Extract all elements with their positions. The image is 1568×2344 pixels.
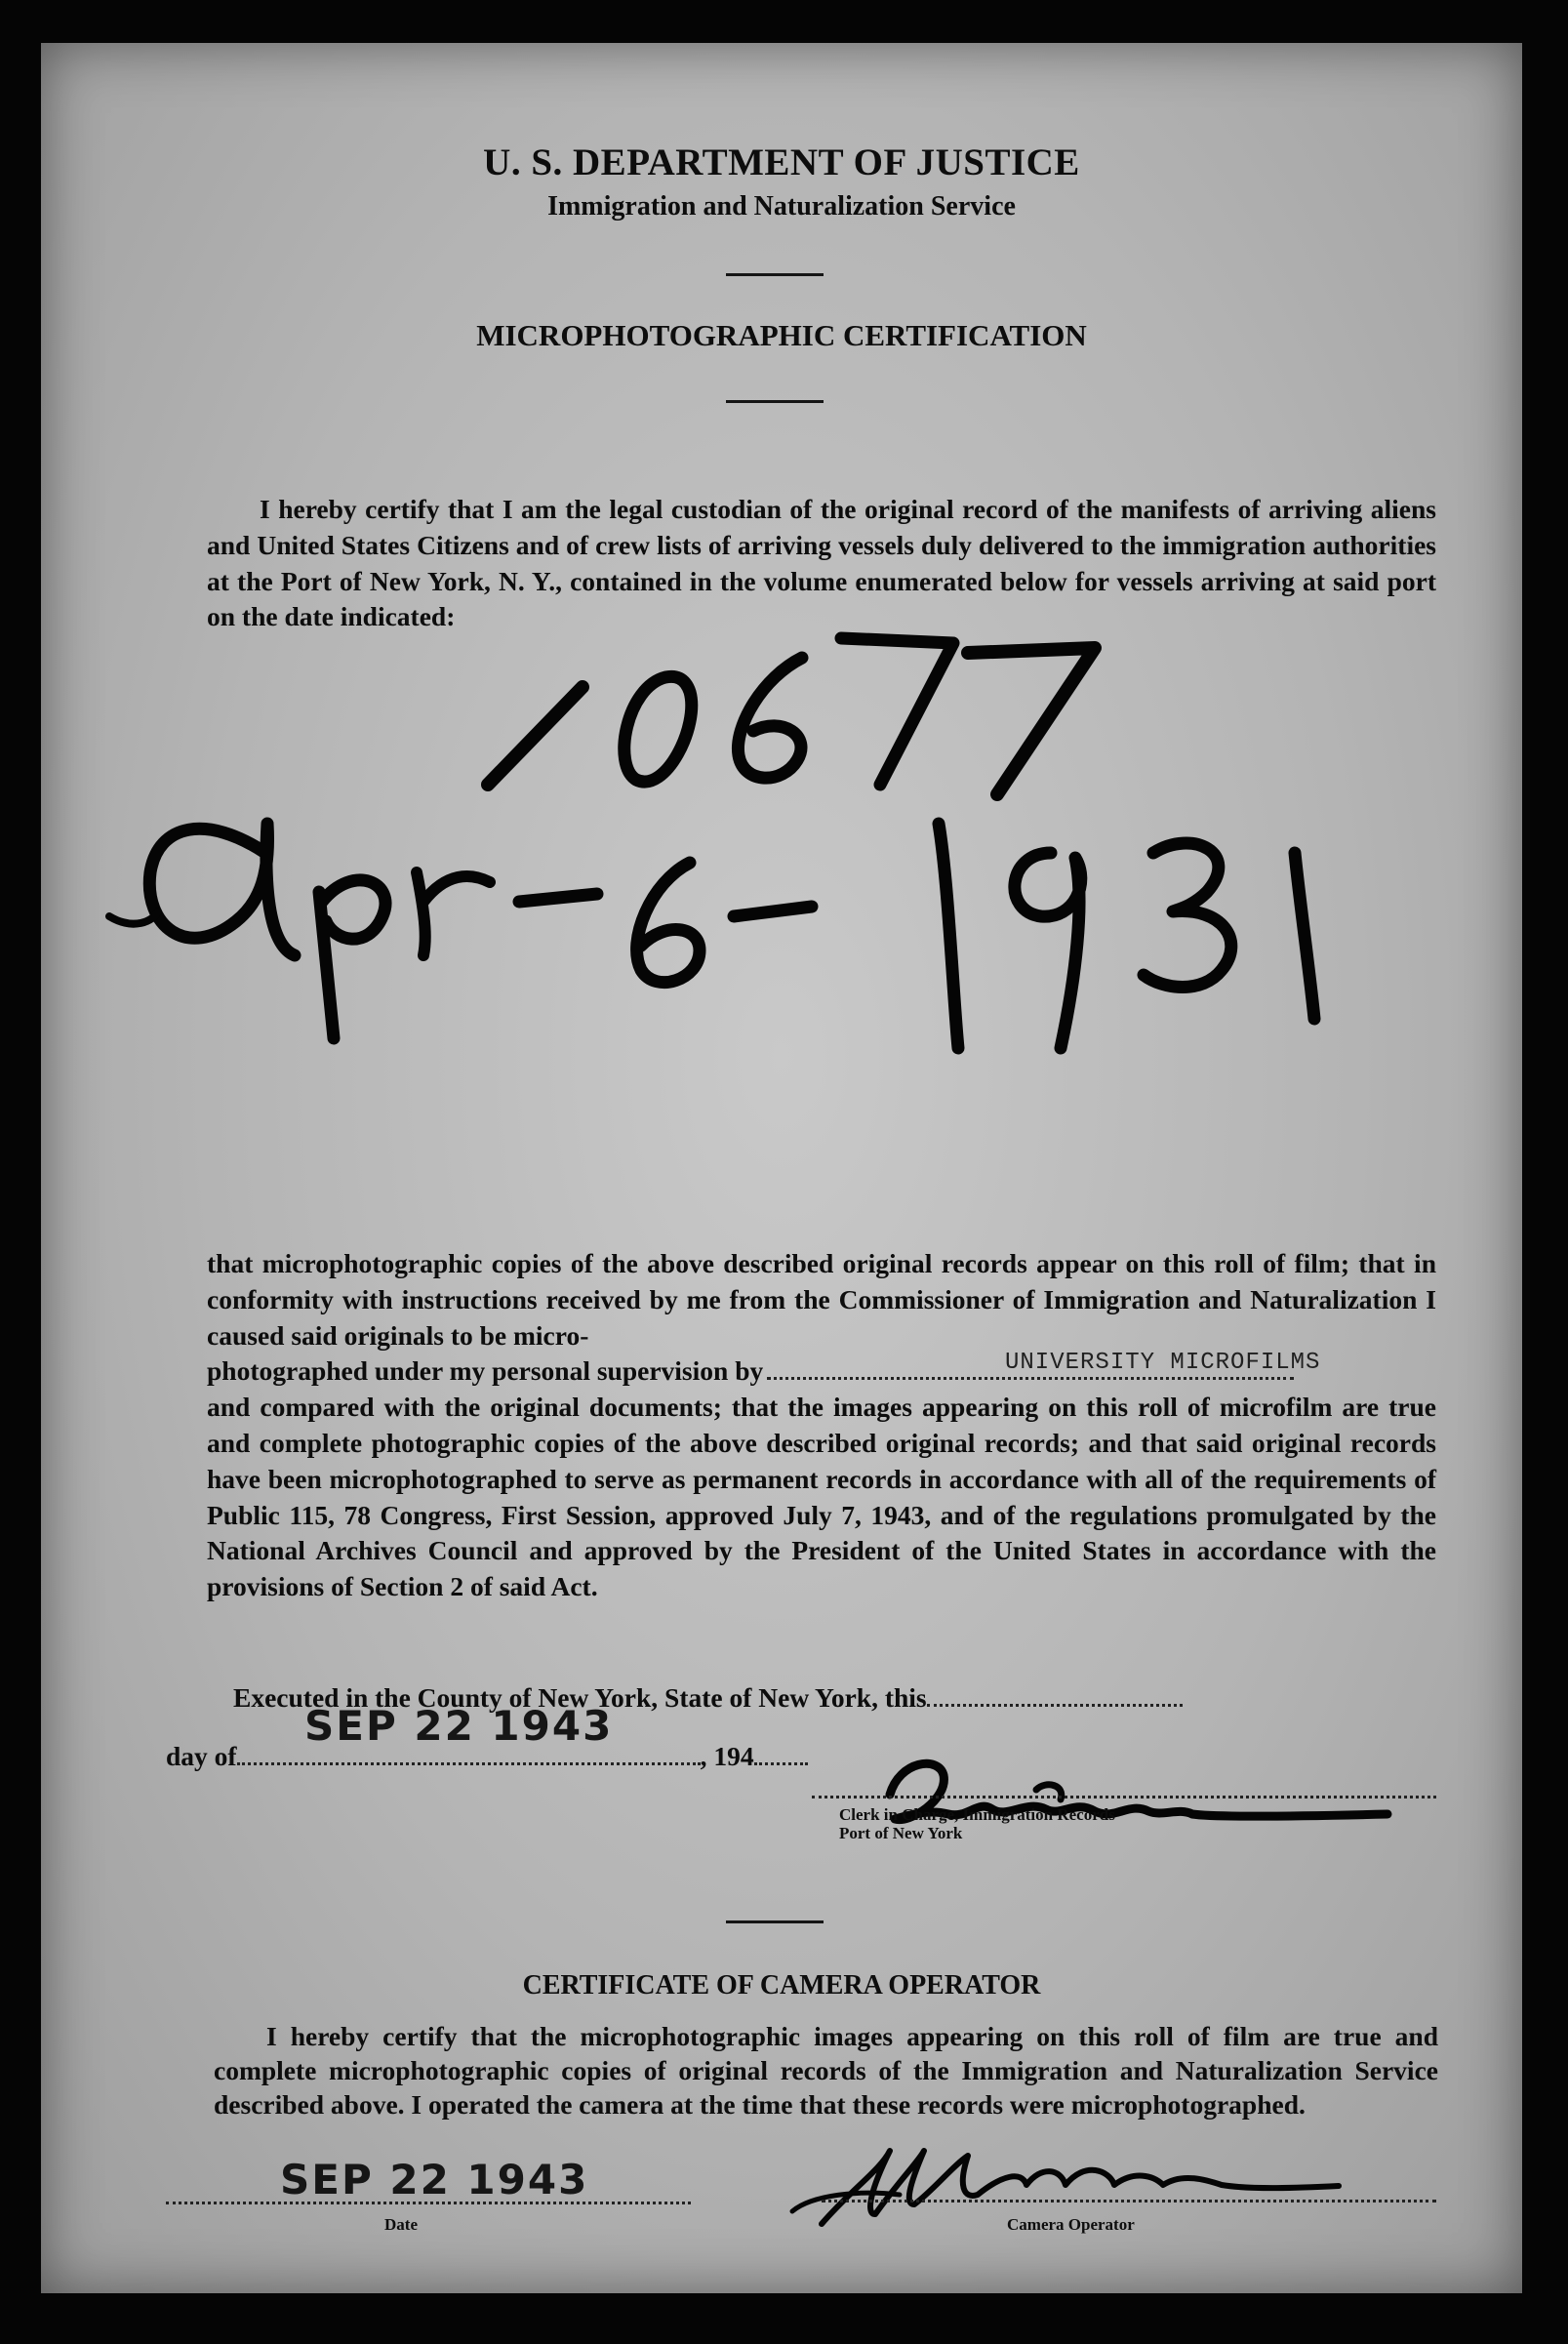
camera-certificate-title: CERTIFICATE OF CAMERA OPERATOR <box>522 1970 1041 2000</box>
camera-operator-signature <box>41 43 1522 2293</box>
certification-title: MICROPHOTOGRAPHIC CERTIFICATION <box>476 318 1087 352</box>
executed-text: Executed in the County of New York, State of New York, this <box>233 1682 927 1713</box>
camera-certificate-text: I hereby certify that the microphotographic images appearing on this roll of film are true and complete microphotographic copies of original records of the Immigration and Naturalization Service described above. I operated the camera at the time that these records were microphotographed. <box>214 2021 1438 2120</box>
certification-intro: I hereby certify that I am the legal custodian of the original record of the manifests of arriving aliens and United States Citizens and of crew lists of arriving vessels duly delivered to the immigration authorities at the Port of New York, N. Y., contained in the volume enumerated below for vessels arriving at said port on the date indicated: <box>207 494 1436 632</box>
clerk-title-line1: Clerk in Charge, Immigration Records <box>839 1805 1115 1824</box>
department-heading: U. S. DEPARTMENT OF JUSTICE <box>483 141 1080 183</box>
date-label: Date <box>384 2215 418 2234</box>
stamped-date-clerk: SEP 22 1943 <box>304 1702 614 1750</box>
typed-company-name: UNIVERSITY MICROFILMS <box>1005 1350 1321 1377</box>
operator-dotted-line <box>822 2200 1436 2203</box>
body-rest: and compared with the original documents; that the images appearing on this roll of microfilm are true and complete photographic copies of the above described original records; and that said original records have been microphotographed to serve as permanent records in accordance with all of the requirements of Public 115, 78 Congress, First Session, approved July 7, 1943, and of the regulations promulgated by the National Archives Council and approved by the President of the United States in accordance with the provisions of Section 2 of said Act. <box>207 1392 1436 1602</box>
body-first-lines: that microphotographic copies of the above described original records appear on this roll of film; that in conformity with instructions received by me from the Commissioner of Immigration and Naturalization I caused said originals to be micro- <box>207 1248 1436 1351</box>
day-of-label: day of <box>166 1741 237 1771</box>
stamped-date-camera: SEP 22 1943 <box>280 2156 589 2203</box>
service-subheading: Immigration and Naturalization Service <box>547 191 1016 222</box>
supervision-prefix: photographed under my personal supervision by <box>207 1355 764 1387</box>
document-page <box>41 43 1522 2293</box>
clerk-title-line2: Port of New York <box>839 1824 963 1842</box>
operator-label: Camera Operator <box>1007 2215 1135 2234</box>
year-prefix: , 194 <box>700 1741 754 1771</box>
